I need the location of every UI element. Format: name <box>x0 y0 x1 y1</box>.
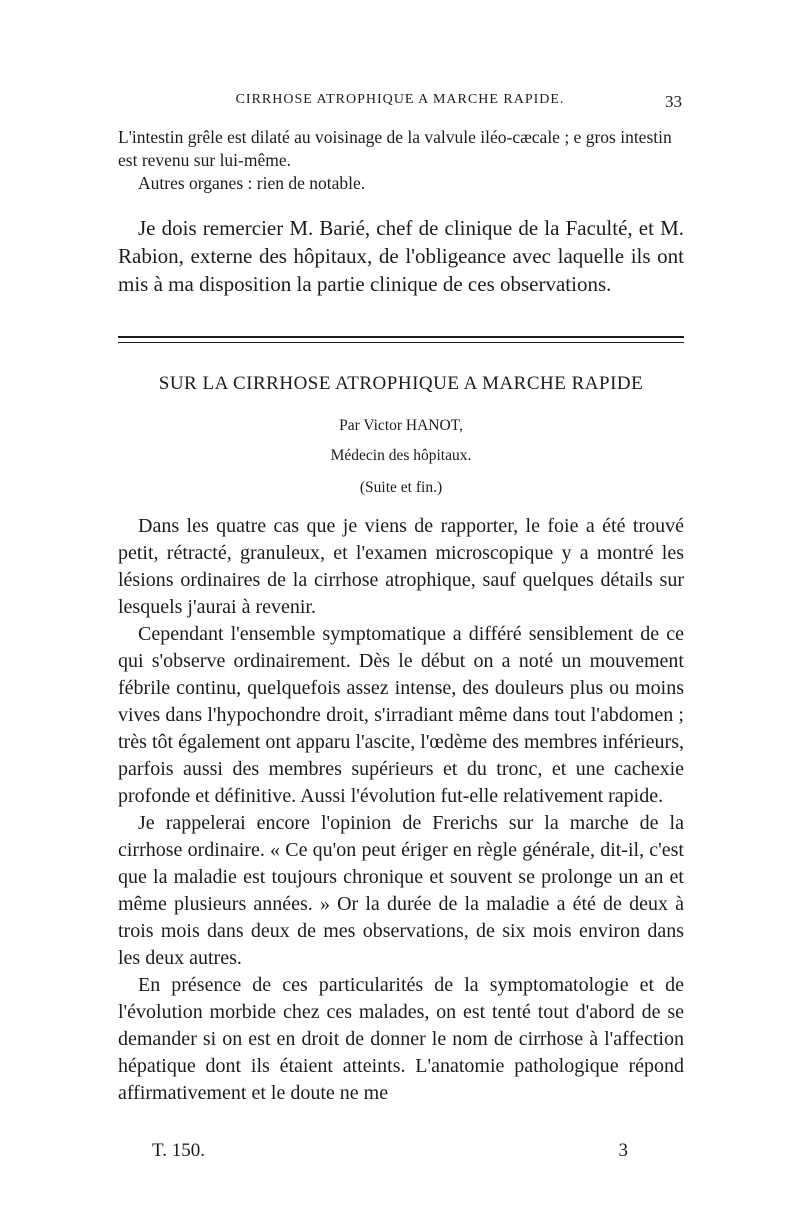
author-role: Médecin des hôpitaux. <box>330 447 472 464</box>
body-paragraph: En présence de ces particularités de la symptomatologie et de l'évolution morbide chez ces malades, on est tenté tout d'abord de se demander si on est en droit de donner le nom de cirrhose à l'affection hépatique dont ils étaient atteints. L'anatomie pathologique répond affirmativement et le doute ne me <box>118 974 684 1104</box>
fragment-line: Autres organes : rien de notable. <box>138 173 366 193</box>
page-number: 33 <box>665 92 682 111</box>
page-footer <box>152 1140 628 1162</box>
body-paragraph: Je rappelerai encore l'opinion de Frerichs sur la marche de la cirrhose ordinaire. « Ce qu'on peut ériger en règle générale, dit-il, c'est que la maladie est toujours chronique et souvent se prolonge un an et même plusieurs années. » Or la durée de la maladie a été de deux à trois mois dans deux de mes observations, de six mois environ dans les deux autres. <box>118 812 684 969</box>
section-rule <box>118 336 684 338</box>
continuation-note: (Suite et fin.) <box>359 479 443 496</box>
running-head-title: CIRRHOSE ATROPHIQUE A MARCHE RAPIDE. <box>235 92 565 107</box>
acknowledgement <box>118 214 684 298</box>
body-paragraph: Dans les quatre cas que je viens de rapporter, le foie a été trouvé petit, rétracté, granuleux, et l'examen microscopique y a montré les lésions ordinaires de la cirrhose atrophique, sauf quelques détails sur lesquels j'aurai à revenir. <box>118 515 684 618</box>
previous-article-fragment <box>118 126 684 195</box>
section-rule <box>118 342 684 343</box>
acknowledgement-text: Je dois remercier M. Barié, chef de clinique de la Faculté, et M. Rabion, externe des hôpitaux, de l'obligeance avec laquelle ils ont mis à ma disposition la partie clinique de ces observations. <box>118 216 684 296</box>
volume-number: T. 150. <box>152 1140 205 1161</box>
signature-mark: 3 <box>618 1140 628 1161</box>
article-title: SUR LA CIRRHOSE ATROPHIQUE A MARCHE RAPIDE <box>158 373 644 394</box>
running-head <box>118 92 682 111</box>
body-paragraph: Cependant l'ensemble symptomatique a différé sensiblement de ce qui s'observe ordinairement. Dès le début on a noté un mouvement fébrile continu, quelquefois assez intense, des douleurs plus ou moins vives dans l'hypochondre droit, s'irradiant même dans tout l'abdomen ; très tôt également ont apparu l'ascite, l'œdème des membres inférieurs, parfois aussi des membres supérieurs et du tronc, et une cachexie profonde et définitive. Aussi l'évolution fut-elle relativement rapide. <box>118 623 684 807</box>
article-author: Par Victor HANOT, <box>339 417 463 434</box>
fragment-line: L'intestin grêle est dilaté au voisinage de la valvule iléo-cæcale ; e gros intestin est revenu sur lui-même. <box>118 127 672 170</box>
article-body <box>118 513 684 1107</box>
